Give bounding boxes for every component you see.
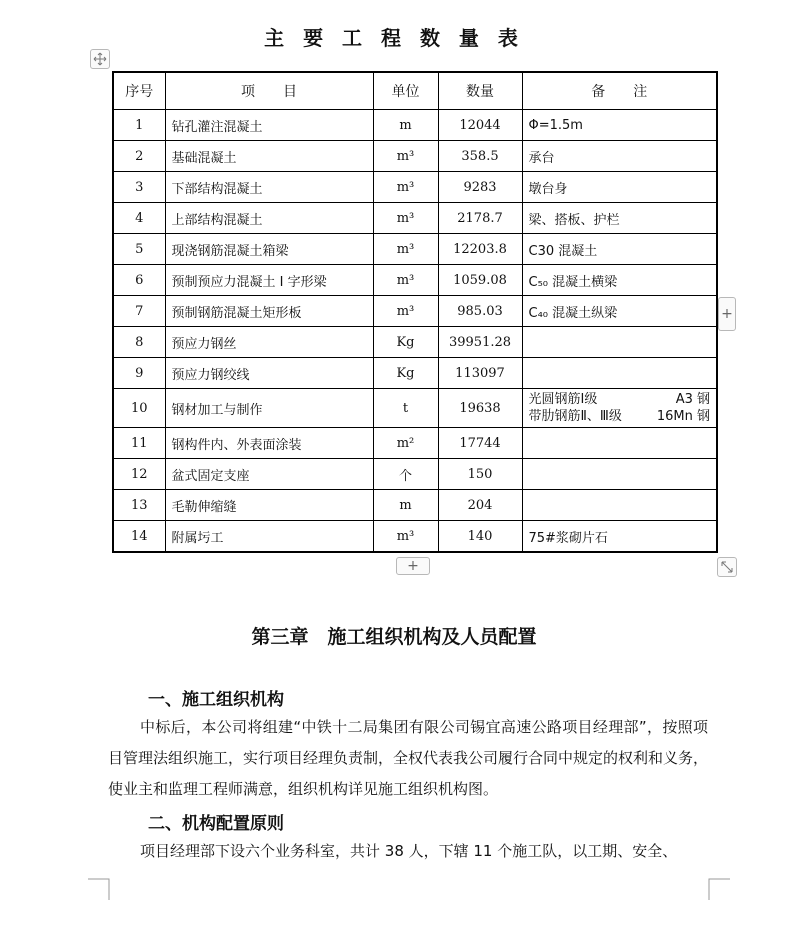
table-move-handle[interactable] xyxy=(90,49,110,69)
row-unit: m³ xyxy=(373,296,438,327)
row-no: 12 xyxy=(113,459,165,490)
row-remark: 梁、搭板、护栏 xyxy=(522,203,717,234)
row-no: 11 xyxy=(113,428,165,459)
resize-icon xyxy=(721,561,733,573)
table-row xyxy=(113,141,717,172)
row-no: 3 xyxy=(113,172,165,203)
row-unit: m³ xyxy=(373,203,438,234)
table-row xyxy=(113,459,717,490)
row-unit: Kg xyxy=(373,358,438,389)
remark-text: 带肋钢筋Ⅱ、Ⅲ级 xyxy=(528,409,622,424)
row-no: 6 xyxy=(113,265,165,296)
move-icon xyxy=(93,52,107,66)
remark-text: 16Mn 钢 xyxy=(656,409,710,424)
row-remark xyxy=(522,428,717,459)
header-qty: 数量 xyxy=(438,72,522,110)
row-no: 8 xyxy=(113,327,165,358)
row-qty: 9283 xyxy=(438,172,522,203)
row-unit: 个 xyxy=(373,459,438,490)
row-qty: 113097 xyxy=(438,358,522,389)
row-no: 7 xyxy=(113,296,165,327)
row-remark xyxy=(522,459,717,490)
row-unit: m³ xyxy=(373,265,438,296)
row-qty: 17744 xyxy=(438,428,522,459)
row-no: 1 xyxy=(113,110,165,141)
row-qty: 985.03 xyxy=(438,296,522,327)
row-qty: 12203.8 xyxy=(438,234,522,265)
row-item: 盆式固定支座 xyxy=(165,459,373,490)
row-item: 钻孔灌注混凝土 xyxy=(165,110,373,141)
remark-text: A3 钢 xyxy=(675,392,710,407)
remark-line xyxy=(529,391,711,408)
row-remark: 墩台身 xyxy=(522,172,717,203)
section-paragraph: 中标后，本公司将组建“中铁十二局集团有限公司锡宜高速公路项目经理部”，按照项目管理法组织施工，实行项目经理负责制，全权代表我公司履行合同中规定的权利和义务，使业主和监理工程师满意，组织机构详见施工组织机构图。 xyxy=(108,718,709,798)
table-header-row xyxy=(113,72,717,110)
row-no: 13 xyxy=(113,490,165,521)
row-remark: C₅₀ 混凝土横梁 xyxy=(522,265,717,296)
chapter-title: 第三章 施工组织机构及人员配置 xyxy=(251,626,537,648)
row-no: 9 xyxy=(113,358,165,389)
header-remark: 备 注 xyxy=(522,72,717,110)
header-unit: 单位 xyxy=(373,72,438,110)
row-remark: C₄₀ 混凝土纵梁 xyxy=(522,296,717,327)
remark-two-lines xyxy=(529,391,711,425)
row-item: 钢构件内、外表面涂装 xyxy=(165,428,373,459)
page-corner-mark xyxy=(708,878,730,900)
row-no: 5 xyxy=(113,234,165,265)
row-unit: m³ xyxy=(373,521,438,553)
table-row xyxy=(113,327,717,358)
table-resize-handle[interactable] xyxy=(717,557,737,577)
row-remark xyxy=(522,490,717,521)
row-qty: 204 xyxy=(438,490,522,521)
add-column-button[interactable]: + xyxy=(718,297,736,331)
row-no: 4 xyxy=(113,203,165,234)
row-item: 钢材加工与制作 xyxy=(165,389,373,428)
row-no: 2 xyxy=(113,141,165,172)
table-row xyxy=(113,428,717,459)
row-qty: 358.5 xyxy=(438,141,522,172)
row-no: 10 xyxy=(113,389,165,428)
table-row xyxy=(113,265,717,296)
add-row-button[interactable]: + xyxy=(396,557,430,575)
row-remark: 75#浆砌片石 xyxy=(522,521,717,553)
section-paragraph: 项目经理部下设六个业务科室，共计 38 人，下辖 11 个施工队，以工期、安全、 xyxy=(140,842,678,860)
row-unit: t xyxy=(373,389,438,428)
remark-text: 光圆钢筋Ⅰ级 xyxy=(528,392,598,407)
row-qty: 1059.08 xyxy=(438,265,522,296)
row-remark xyxy=(522,358,717,389)
table-row xyxy=(113,110,717,141)
row-unit: m xyxy=(373,490,438,521)
row-qty: 12044 xyxy=(438,110,522,141)
header-no: 序号 xyxy=(113,72,165,110)
remark-line xyxy=(529,408,711,425)
row-unit: m² xyxy=(373,428,438,459)
row-qty: 39951.28 xyxy=(438,327,522,358)
row-unit: Kg xyxy=(373,327,438,358)
table-row xyxy=(113,203,717,234)
header-item: 项 目 xyxy=(165,72,373,110)
quantity-table xyxy=(112,71,718,553)
row-qty: 150 xyxy=(438,459,522,490)
row-item: 预制钢筋混凝土矩形板 xyxy=(165,296,373,327)
row-item: 附属圬工 xyxy=(165,521,373,553)
row-item: 基础混凝土 xyxy=(165,141,373,172)
row-unit: m³ xyxy=(373,234,438,265)
row-no: 14 xyxy=(113,521,165,553)
section-heading: 一、施工组织机构 xyxy=(148,690,284,710)
row-remark: 承台 xyxy=(522,141,717,172)
row-item: 预应力钢绞线 xyxy=(165,358,373,389)
table-row xyxy=(113,234,717,265)
row-item: 现浇钢筋混凝土箱梁 xyxy=(165,234,373,265)
row-remark xyxy=(522,327,717,358)
row-remark: Φ=1.5m xyxy=(522,110,717,141)
row-item: 上部结构混凝土 xyxy=(165,203,373,234)
table-row xyxy=(113,521,717,553)
row-item: 预应力钢丝 xyxy=(165,327,373,358)
table-row xyxy=(113,172,717,203)
table-row xyxy=(113,389,717,428)
table-row xyxy=(113,358,717,389)
row-remark: C30 混凝土 xyxy=(522,234,717,265)
row-unit: m³ xyxy=(373,141,438,172)
row-qty: 19638 xyxy=(438,389,522,428)
row-unit: m³ xyxy=(373,172,438,203)
row-qty: 2178.7 xyxy=(438,203,522,234)
table-title: 主 要 工 程 数 量 表 xyxy=(264,26,524,50)
row-remark xyxy=(522,389,717,428)
row-item: 毛勒伸缩缝 xyxy=(165,490,373,521)
table-row xyxy=(113,296,717,327)
page-corner-mark xyxy=(88,878,110,900)
row-item: 预制预应力混凝土 I 字形梁 xyxy=(165,265,373,296)
row-unit: m xyxy=(373,110,438,141)
section-heading: 二、机构配置原则 xyxy=(148,814,284,834)
table-row xyxy=(113,490,717,521)
row-qty: 140 xyxy=(438,521,522,553)
row-item: 下部结构混凝土 xyxy=(165,172,373,203)
